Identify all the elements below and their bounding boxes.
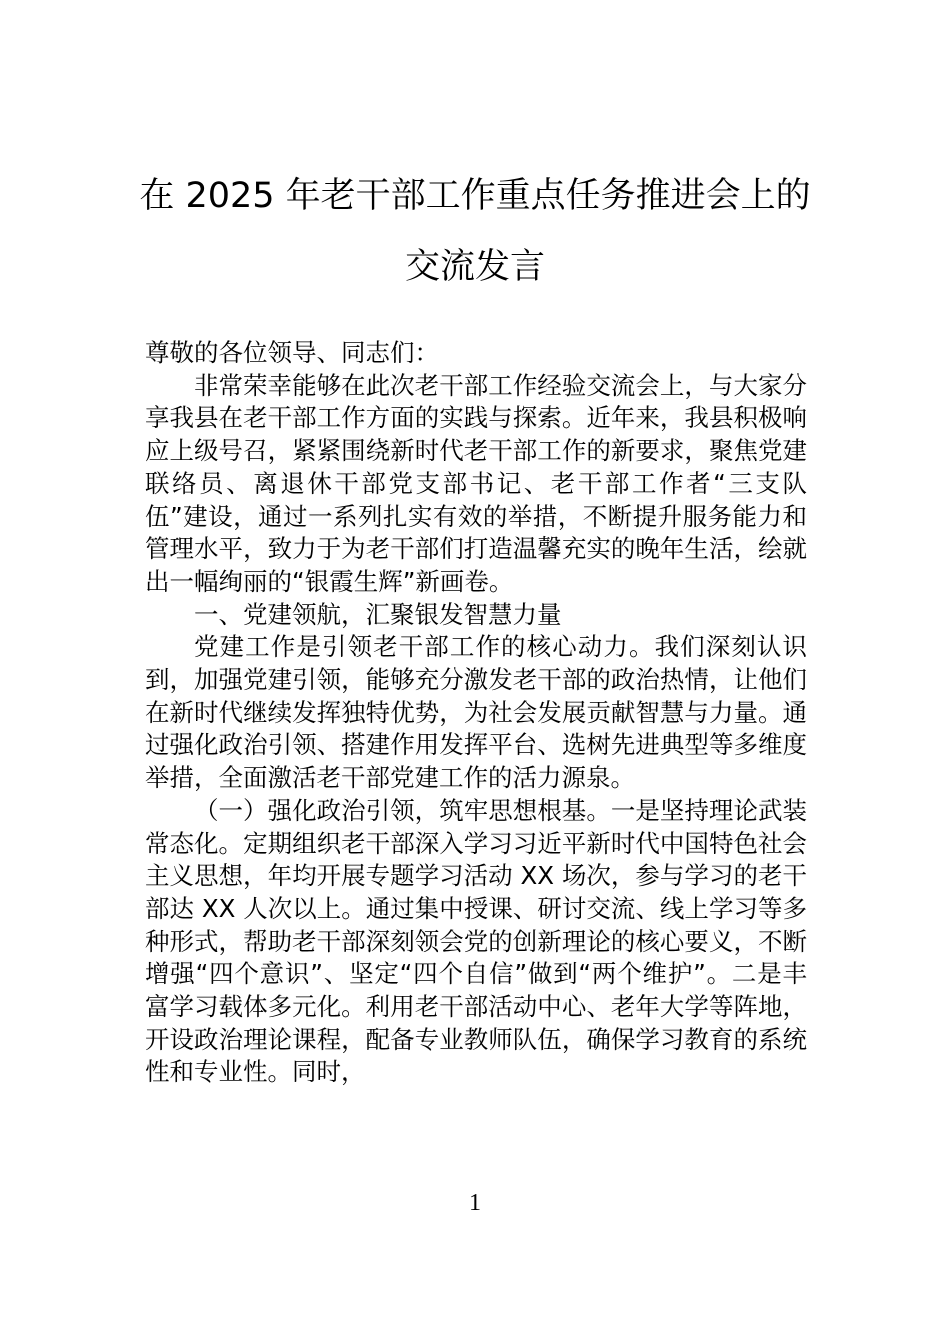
section-heading-1: 一、党建领航，汇聚银发智慧力量 — [194, 599, 562, 629]
document-title-line-1: 在 2025 年老干部工作重点任务推进会上的 — [139, 176, 811, 216]
document-title-line-2: 交流发言 — [404, 247, 545, 287]
paragraph-party-building: 党建工作是引领老干部工作的核心动力。我们深刻认识到，加强党建引领，能够充分激发老干部的政治热情，让他们在新时代继续发挥独特优势，为社会发展贡献智慧与力量。通过强化政治引领、搭建作用发挥平台、选树先进典型等多维度举措，全面激活老干部党建工作的活力源泉。 — [145, 632, 807, 793]
paragraph-intro: 非常荣幸能够在此次老干部工作经验交流会上，与大家分享我县在老干部工作方面的实践与探索。近年来，我县积极响应上级号召，紧紧围绕新时代老干部工作的新要求，聚焦党建联络员、离退休干部党支部书记、老干部工作者“三支队伍”建设，通过一系列扎实有效的举措，不断提升服务能力和管理水平，致力于为老干部们打造温馨充实的晚年生活，绘就出一幅绚丽的“银霞生辉”新画卷。 — [145, 370, 807, 596]
document-body — [145, 337, 807, 1089]
paragraph-political-guidance: （一）强化政治引领，筑牢思想根基。一是坚持理论武装常态化。定期组织老干部深入学习习近平新时代中国特色社会主义思想，年均开展专题学习活动 XX 场次，参与学习的老干部达 XX 人次以上。通过集中授课、研讨交流、线上学习等多种形式，帮助老干部深刻领会党的创新理论的核心要义，不断增强“四个意识”、坚定“四个自信”做到“两个维护”。二是丰富学习载体多元化。利用老干部活动中心、老年大学等阵地，开设政治理论课程，配备专业教师队伍，确保学习教育的系统性和专业性。同时， — [145, 795, 807, 1087]
page-number: 1 — [469, 1190, 481, 1216]
salutation: 尊敬的各位领导、同志们： — [145, 338, 439, 367]
